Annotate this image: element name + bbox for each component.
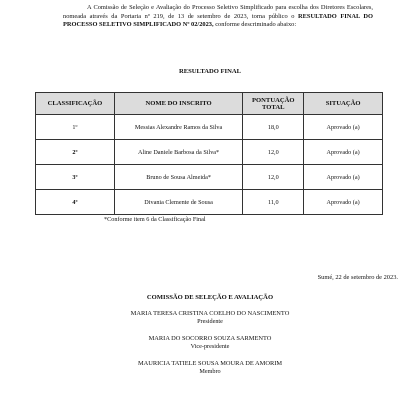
table-row bbox=[36, 190, 383, 215]
committee-title: COMISSÃO DE SELEÇÃO E AVALIAÇÃO bbox=[146, 294, 274, 301]
member-name: MARIA DO SOCORRO SOUZA SARMENTO bbox=[148, 334, 272, 342]
section-title: RESULTADO FINAL bbox=[178, 68, 242, 75]
header-nome: NOME DO INSCRITO bbox=[114, 93, 242, 115]
cell-pontuacao: 18,0 bbox=[243, 115, 304, 140]
header-classificacao: CLASSIFICAÇÃO bbox=[36, 93, 115, 115]
committee-block bbox=[0, 294, 420, 376]
member-role: Vice-presidente bbox=[190, 343, 230, 351]
intro-text-part2: conforme descriminado abaixo: bbox=[215, 21, 297, 29]
cell-classificacao: 3º bbox=[36, 165, 115, 190]
table-header-row bbox=[36, 93, 383, 115]
cell-pontuacao: 12,0 bbox=[243, 140, 304, 165]
member-role: Presidente bbox=[197, 318, 223, 326]
cell-situacao: Aprovado (a) bbox=[304, 140, 383, 165]
cell-pontuacao: 12,0 bbox=[243, 165, 304, 190]
header-pontuacao: PONTUAÇÃO TOTAL bbox=[243, 93, 304, 115]
table-row bbox=[36, 165, 383, 190]
cell-situacao: Aprovado (a) bbox=[304, 190, 383, 215]
cell-nome: Divania Clemente de Sousa bbox=[114, 190, 242, 215]
cell-classificacao: 1º bbox=[36, 115, 115, 140]
committee-member bbox=[0, 360, 420, 377]
committee-member bbox=[0, 310, 420, 327]
header-situacao: SITUAÇÃO bbox=[304, 93, 383, 115]
intro-text-bold: RESULTADO FINAL DO PROCESSO SELETIVO SIMPLIFICADO Nº 02/2023, bbox=[63, 12, 374, 29]
cell-classificacao: 2º bbox=[36, 140, 115, 165]
member-name: MAURICIA TATIELE SOUSA MOURA DE AMORIM bbox=[137, 359, 283, 367]
date-line: Sumé, 22 de setembro de 2023. bbox=[317, 274, 398, 281]
table-footnote: *Conforme item 6 da Classificação Final bbox=[104, 216, 206, 223]
member-name: MARIA TERESA CRISTINA COELHO DO NASCIMENTO bbox=[130, 310, 290, 317]
cell-classificacao: 4º bbox=[36, 190, 115, 215]
table-row bbox=[36, 140, 383, 165]
cell-nome: Bruno de Sousa Almeida* bbox=[114, 165, 242, 190]
member-role: Membro bbox=[199, 368, 221, 376]
committee-member bbox=[0, 335, 420, 352]
cell-nome: Messias Alexandre Ramos da Silva bbox=[114, 115, 242, 140]
table-row bbox=[36, 115, 383, 140]
intro-paragraph bbox=[63, 4, 373, 30]
cell-situacao: Aprovado (a) bbox=[304, 165, 383, 190]
cell-nome: Aline Daniele Barbosa da Silva* bbox=[114, 140, 242, 165]
results-table bbox=[35, 92, 383, 215]
cell-pontuacao: 11,0 bbox=[243, 190, 304, 215]
cell-situacao: Aprovado (a) bbox=[304, 115, 383, 140]
intro-text-part1: A Comissão de Seleção e Avaliação do Processo Seletivo Simplificado para escolha dos Diretores Escolares, nomeada através da Portaria nº 219, de 13 de setembro de 2023, torna público o bbox=[63, 4, 373, 20]
